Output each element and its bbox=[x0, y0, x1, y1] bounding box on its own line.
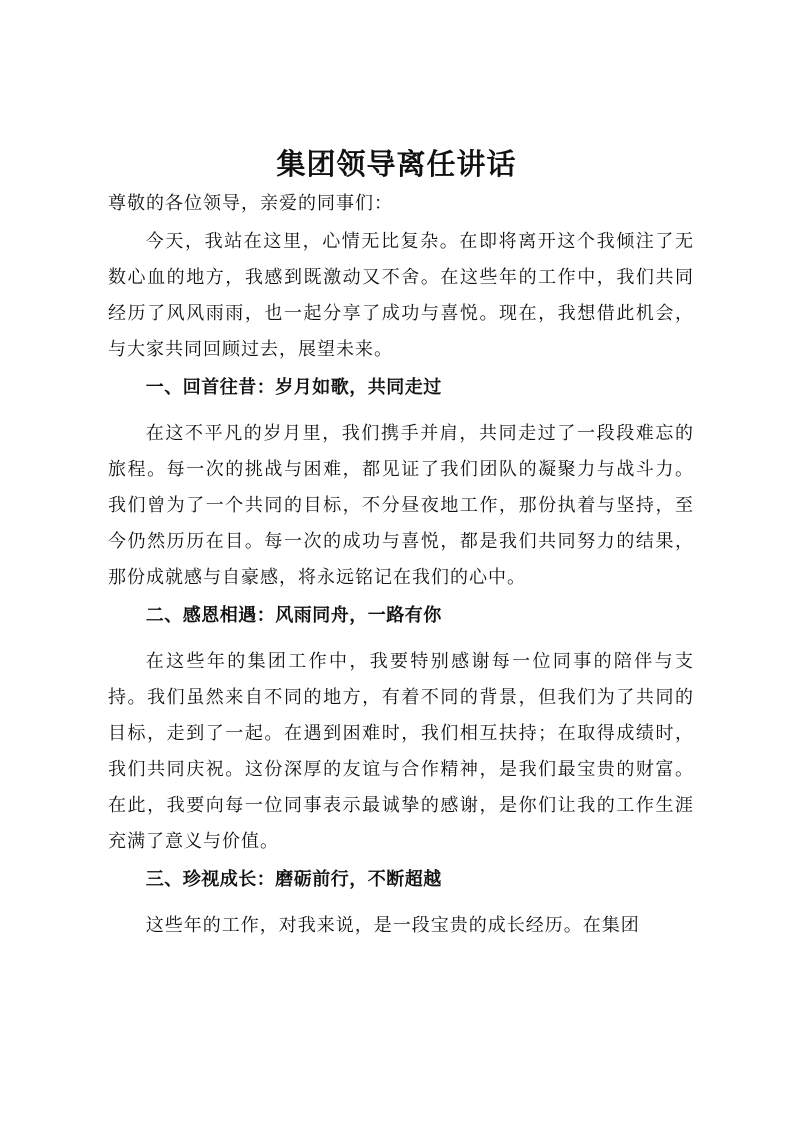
intro-paragraph: 今天，我站在这里，心情无比复杂。在即将离开这个我倾注了无数心血的地方，我感到既激动又不舍。在这些年的工作中，我们共同经历了风风雨雨，也一起分享了成功与喜悦。现在，我想借此机会，与大家共同回顾过去，展望未来。 bbox=[108, 231, 694, 360]
section-paragraph-3: 这些年的工作，对我来说，是一段宝贵的成长经历。在集团 bbox=[145, 915, 640, 936]
section-heading-3: 三、珍视成长：磨砺前行，不断超越 bbox=[145, 869, 442, 890]
section-paragraph-1: 在这不平凡的岁月里，我们携手并肩，共同走过了一段段难忘的旅程。每一次的挑战与困难，都见证了我们团队的凝聚力与战斗力。我们曾为了一个共同的目标，不分昼夜地工作，那份执着与坚持，至今仍然历历在目。每一次的成功与喜悦，都是我们共同努力的结果，那份成就感与自豪感，将永远铭记在我们的心中。 bbox=[108, 423, 694, 588]
document-body bbox=[108, 186, 694, 944]
section-paragraph-2: 在这些年的集团工作中，我要特别感谢每一位同事的陪伴与支持。我们虽然来自不同的地方，有着不同的背景，但我们为了共同的目标，走到了一起。在遇到困难时，我们相互扶持；在取得成绩时，我们共同庆祝。这份深厚的友谊与合作精神，是我们最宝贵的财富。在此，我要向每一位同事表示最诚挚的感谢，是你们让我的工作生涯充满了意义与价值。 bbox=[108, 651, 694, 852]
document-title: 集团领导离任讲话 bbox=[276, 147, 517, 181]
section-heading-1: 一、回首往昔：岁月如歌，共同走过 bbox=[145, 377, 442, 398]
salutation: 尊敬的各位领导，亲爱的同事们： bbox=[108, 193, 393, 214]
section-heading-2: 二、感恩相遇：风雨同舟，一路有你 bbox=[145, 605, 442, 626]
